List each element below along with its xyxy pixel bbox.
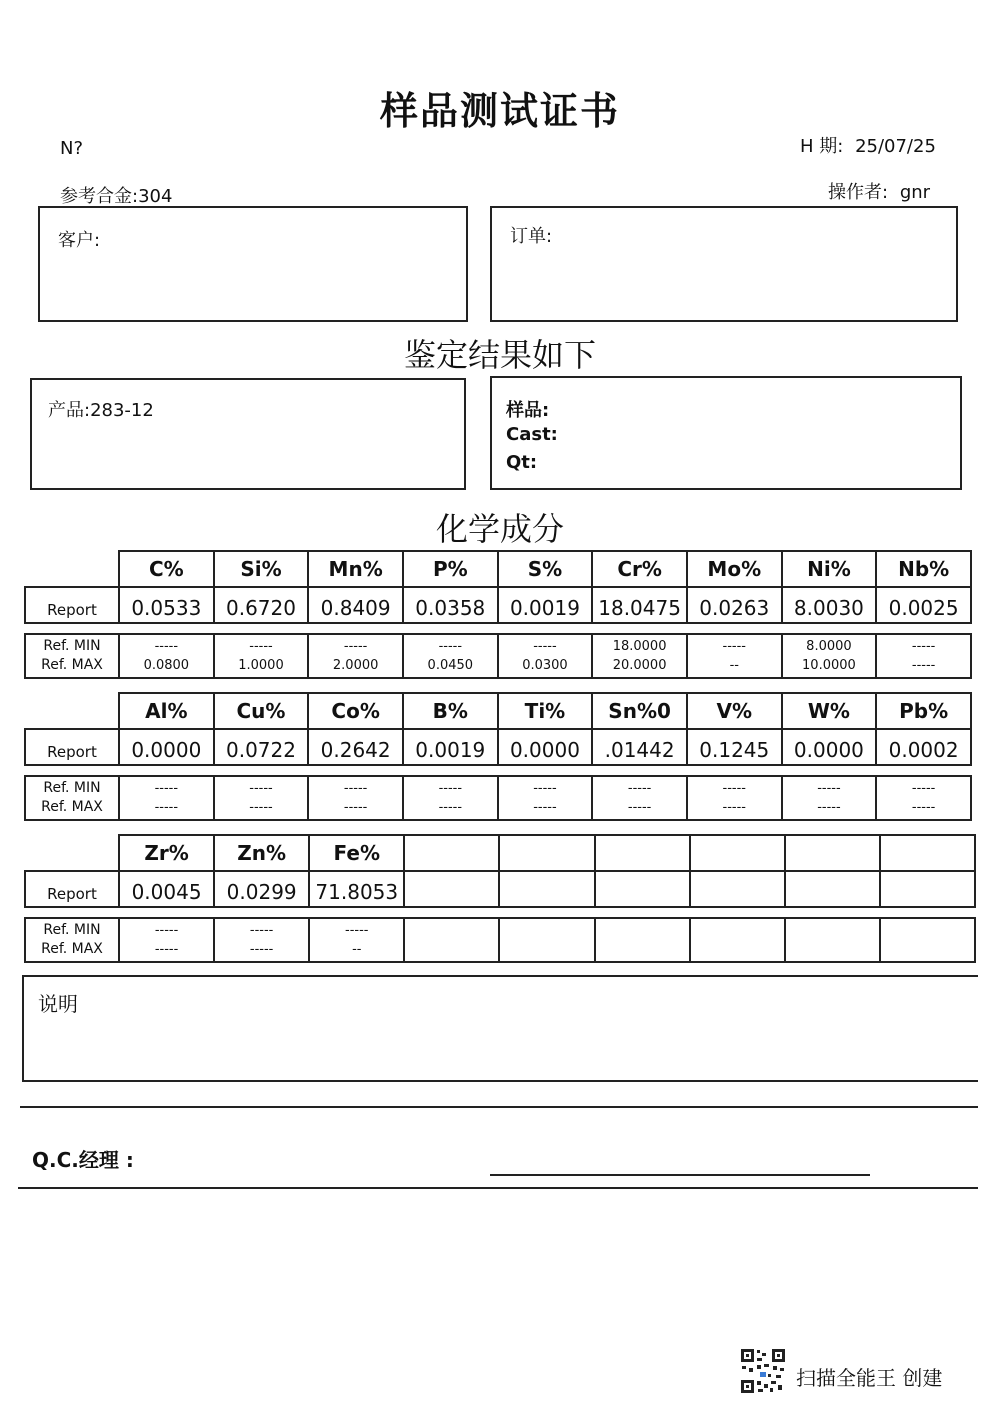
ref-max-value: -----: [911, 800, 936, 815]
ref-min-label: Ref. MIN: [43, 638, 101, 654]
report-row: [25, 587, 971, 623]
ref-max-value: -----: [722, 800, 746, 815]
ref-min-value: [500, 921, 593, 940]
qt-label: Qt:: [506, 452, 538, 473]
customer-label: 客户:: [58, 230, 101, 251]
scanner-watermark: 扫描全能王 创建: [796, 1366, 943, 1390]
report-value: 0.0722: [214, 729, 309, 765]
ref-max-value: 20.0000: [612, 658, 667, 673]
composition-heading: 化学成分: [435, 510, 564, 548]
ref-max-value: -----: [343, 800, 368, 815]
ref-min-value: -----: [722, 781, 746, 796]
date-value: 25/07/25: [855, 136, 936, 157]
ref-max-value: -----: [817, 800, 841, 815]
element-header: [880, 835, 975, 871]
qc-bottom-line: [18, 1187, 978, 1189]
reference-cell: [595, 918, 690, 962]
report-value: 0.0358: [403, 587, 498, 623]
ref-max-value: -----: [249, 800, 273, 815]
composition-table-2: [24, 692, 972, 766]
composition-table-3: [24, 834, 976, 908]
qc-top-line: [20, 1106, 978, 1108]
notes-left-line: [22, 975, 24, 1081]
ref-max-value: --: [729, 658, 739, 673]
date-field: [800, 132, 936, 158]
order-label: 订单:: [510, 226, 553, 247]
report-label: Report: [25, 871, 119, 907]
operator-value: gnr: [899, 182, 931, 203]
operator-label: 操作者:: [828, 182, 889, 203]
ref-max-value: 2.0000: [332, 658, 379, 673]
report-value: 0.0000: [782, 729, 877, 765]
element-header: Zr%: [119, 835, 214, 871]
report-value: 0.0263: [687, 587, 782, 623]
reference-cell: [119, 634, 214, 678]
reference-cell: [687, 776, 782, 820]
date-label: H 期:: [800, 136, 844, 157]
report-value: [499, 871, 594, 907]
report-label: Report: [25, 587, 119, 623]
ref-max-value: -----: [438, 800, 463, 815]
notes-label: 说明: [38, 992, 78, 1016]
element-header: Mo%: [687, 551, 782, 587]
reference-cell: [403, 776, 498, 820]
ref-min-value: -----: [249, 639, 273, 654]
ref-max-value: 0.0300: [522, 658, 568, 673]
ref-max-value: -----: [627, 800, 652, 815]
report-label: Report: [25, 729, 119, 765]
header-row: [25, 693, 971, 729]
report-value: [404, 871, 499, 907]
element-header: [404, 835, 499, 871]
ref-max-value: [596, 940, 689, 959]
reference-cell: [308, 634, 403, 678]
report-row: [25, 729, 971, 765]
reference-cell: [592, 776, 687, 820]
report-value: 71.8053: [309, 871, 404, 907]
element-header: Ni%: [782, 551, 877, 587]
element-header: Nb%: [876, 551, 971, 587]
ref-min-value: -----: [438, 639, 463, 654]
reference-table-2: [24, 775, 972, 821]
order-box: [490, 206, 958, 322]
reference-row: [25, 918, 975, 962]
reference-labels: [25, 634, 119, 678]
report-value: [690, 871, 785, 907]
empty-corner: [25, 693, 119, 729]
ref-max-label: Ref. MAX: [41, 941, 103, 957]
element-header: Cr%: [592, 551, 687, 587]
ref-max-value: [881, 940, 974, 959]
reference-labels: [25, 918, 119, 962]
element-header: [785, 835, 880, 871]
ref-max-label: Ref. MAX: [41, 799, 103, 815]
report-value: .01442: [592, 729, 687, 765]
reference-cell: [880, 918, 975, 962]
element-header: W%: [782, 693, 877, 729]
reference-cell: [308, 776, 403, 820]
reference-table-1: [24, 633, 972, 679]
ref-min-value: -----: [345, 923, 369, 938]
ref-min-value: -----: [343, 639, 368, 654]
ref-max-value: [500, 940, 593, 959]
reference-labels: [25, 776, 119, 820]
customer-box: [38, 206, 468, 322]
element-header: V%: [687, 693, 782, 729]
element-header: [499, 835, 594, 871]
element-header: Cu%: [214, 693, 309, 729]
ref-min-value: -----: [817, 781, 841, 796]
element-header: [690, 835, 785, 871]
notes-bottom-line: [22, 1080, 978, 1082]
certificate-number: N?: [60, 138, 84, 159]
element-header: C%: [119, 551, 214, 587]
report-value: 0.1245: [687, 729, 782, 765]
ref-min-value: [405, 921, 498, 940]
reference-cell: [119, 918, 214, 962]
reference-cell: [592, 634, 687, 678]
reference-cell: [876, 634, 971, 678]
qc-manager-label: Q.C.经理 :: [32, 1148, 134, 1172]
operator-field: [828, 178, 930, 204]
reference-cell: [214, 634, 309, 678]
element-header: Sn%0: [592, 693, 687, 729]
ref-min-value: -----: [533, 781, 557, 796]
ref-min-value: -----: [911, 639, 936, 654]
empty-corner: [25, 835, 119, 871]
reference-cell: [499, 918, 594, 962]
reference-cell: [782, 634, 877, 678]
ref-min-value: -----: [154, 923, 179, 938]
element-header: S%: [498, 551, 593, 587]
ref-min-label: Ref. MIN: [43, 780, 101, 796]
report-value: 0.0299: [214, 871, 309, 907]
ref-max-value: -----: [249, 942, 274, 957]
ref-max-value: 0.0450: [427, 658, 474, 673]
certificate-title: 样品测试证书: [379, 88, 620, 133]
element-header: Ti%: [498, 693, 593, 729]
report-value: 0.0045: [119, 871, 214, 907]
report-value: [785, 871, 880, 907]
report-value: 0.0025: [876, 587, 971, 623]
ref-min-value: -----: [533, 639, 557, 654]
reference-cell: [782, 776, 877, 820]
sample-box: [490, 376, 962, 490]
ref-max-value: [691, 940, 784, 959]
reference-cell: [119, 776, 214, 820]
report-value: 0.0002: [876, 729, 971, 765]
ref-min-value: -----: [249, 781, 273, 796]
element-header: Si%: [214, 551, 309, 587]
reference-cell: [403, 634, 498, 678]
reference-cell: [404, 918, 499, 962]
report-value: 0.0000: [498, 729, 593, 765]
ref-min-value: -----: [154, 781, 179, 796]
cast-label: Cast:: [506, 424, 558, 445]
sample-label: 样品:: [506, 400, 550, 421]
ref-min-value: -----: [438, 781, 463, 796]
ref-max-value: -----: [911, 658, 936, 673]
reference-cell: [785, 918, 880, 962]
reference-cell: [214, 776, 309, 820]
ref-min-label: Ref. MIN: [43, 922, 101, 938]
ref-max-value: -----: [154, 800, 179, 815]
reference-cell: [498, 634, 593, 678]
ref-min-value: -----: [343, 781, 368, 796]
report-value: 0.8409: [308, 587, 403, 623]
reference-cell: [214, 918, 309, 962]
reference-cell: [876, 776, 971, 820]
element-header: B%: [403, 693, 498, 729]
element-header: Fe%: [309, 835, 404, 871]
reference-table-3: [24, 917, 976, 963]
ref-min-value: -----: [722, 639, 746, 654]
element-header: Al%: [119, 693, 214, 729]
report-value: [595, 871, 690, 907]
report-value: [880, 871, 975, 907]
reference-cell: [690, 918, 785, 962]
report-value: 0.6720: [214, 587, 309, 623]
ref-max-value: 0.0800: [143, 658, 190, 673]
reference-cell: [309, 918, 404, 962]
ref-min-value: -----: [627, 781, 652, 796]
header-row: [25, 835, 975, 871]
report-value: 0.0019: [403, 729, 498, 765]
ref-max-value: 10.0000: [802, 658, 856, 673]
ref-max-value: --: [352, 942, 362, 957]
ref-max-value: 1.0000: [238, 658, 284, 673]
signature-line: [490, 1174, 870, 1176]
reference-cell: [687, 634, 782, 678]
ref-max-label: Ref. MAX: [41, 657, 103, 673]
report-value: 0.2642: [308, 729, 403, 765]
element-header: Pb%: [876, 693, 971, 729]
reference-row: [25, 776, 971, 820]
reference-row: [25, 634, 971, 678]
report-row: [25, 871, 975, 907]
product-label: 产品:283-12: [48, 400, 154, 421]
element-header: Co%: [308, 693, 403, 729]
ref-max-value: [405, 940, 498, 959]
ref-min-value: 8.0000: [806, 639, 852, 654]
ref-max-value: [786, 940, 879, 959]
reference-alloy: 参考合金:304: [60, 186, 173, 207]
header-row: [25, 551, 971, 587]
notes-top-line: [22, 975, 978, 977]
ref-min-value: [691, 921, 784, 940]
results-heading: 鉴定结果如下: [403, 336, 596, 374]
ref-min-value: -----: [249, 923, 274, 938]
element-header: Zn%: [214, 835, 309, 871]
report-value: 18.0475: [592, 587, 687, 623]
ref-min-value: 18.0000: [612, 639, 667, 654]
element-header: Mn%: [308, 551, 403, 587]
empty-corner: [25, 551, 119, 587]
element-header: [595, 835, 690, 871]
ref-min-value: [881, 921, 974, 940]
report-value: 0.0019: [498, 587, 593, 623]
report-value: 0.0533: [119, 587, 214, 623]
report-value: 0.0000: [119, 729, 214, 765]
ref-max-value: -----: [154, 942, 179, 957]
reference-cell: [498, 776, 593, 820]
element-header: P%: [403, 551, 498, 587]
report-value: 8.0030: [782, 587, 877, 623]
qr-code-icon: [740, 1348, 786, 1394]
ref-max-value: -----: [533, 800, 557, 815]
ref-min-value: -----: [911, 781, 936, 796]
product-box: [30, 378, 466, 490]
composition-table-1: [24, 550, 972, 624]
ref-min-value: -----: [154, 639, 179, 654]
ref-min-value: [596, 921, 689, 940]
ref-min-value: [786, 921, 879, 940]
